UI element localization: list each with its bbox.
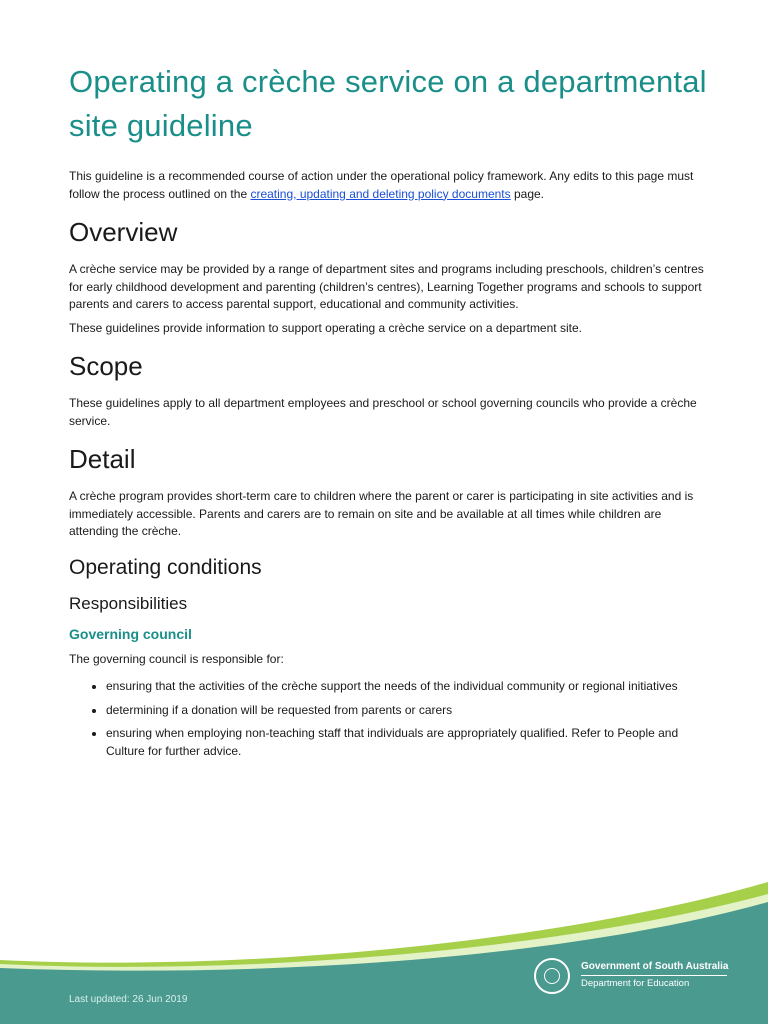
governing-council-intro: The governing council is responsible for: [69, 651, 284, 666]
crest-icon [534, 958, 570, 994]
overview-paragraph-2: These guidelines provide information to support operating a crèche service on a department site. [69, 320, 582, 335]
operating-conditions-heading: Operating conditions [69, 555, 262, 579]
overview-paragraph-1: A crèche service may be provided by a range of department sites and programs including preschools, children’s centres for early childhood development and parenting (children’s centres), Learning Together programs and schools to support parents and carers to access parental support, educational and community activities. [69, 262, 704, 311]
document-body [69, 60, 709, 766]
government-name: Government of South Australia [581, 961, 729, 972]
policy-documents-link[interactable]: creating, updating and deleting policy documents [250, 186, 511, 201]
governing-council-heading: Governing council [69, 625, 192, 642]
list-item: • ensuring when employing non-teaching staff that individuals are appropriately qualified. Refer to People and Culture for further advice. [106, 725, 709, 760]
government-logo [534, 958, 734, 998]
scope-heading: Scope [69, 351, 143, 381]
list-item: • determining if a donation will be requested from parents or carers [106, 702, 709, 720]
intro-paragraph [69, 168, 709, 203]
last-updated-text: Last updated: 26 Jun 2019 [69, 994, 188, 1005]
overview-heading: Overview [69, 217, 178, 247]
page-title: Operating a crèche service on a departmental site guideline [69, 64, 707, 143]
intro-text-before: This guideline is a recommended course of action under the operational policy framework. Any edits to this page must follow the process outlined on the [69, 169, 694, 201]
logo-divider [581, 975, 727, 976]
department-name: Department for Education [581, 978, 690, 989]
crest-inner-ring [544, 968, 560, 984]
detail-paragraph: A crèche program provides short-term care to children where the parent or carer is participating in site activities and is immediately accessible. Parents and carers are to remain on site and be available at all times while children are attending the crèche. [69, 489, 694, 538]
intro-text-after: page. [510, 186, 545, 201]
list-item: • ensuring that the activities of the crèche support the needs of the individual community or regional initiatives [106, 678, 709, 696]
responsibilities-list [69, 678, 709, 760]
responsibilities-heading: Responsibilities [69, 593, 188, 613]
detail-heading: Detail [69, 444, 136, 474]
scope-paragraph: These guidelines apply to all department employees and preschool or school governing councils who provide a crèche service. [69, 396, 697, 428]
